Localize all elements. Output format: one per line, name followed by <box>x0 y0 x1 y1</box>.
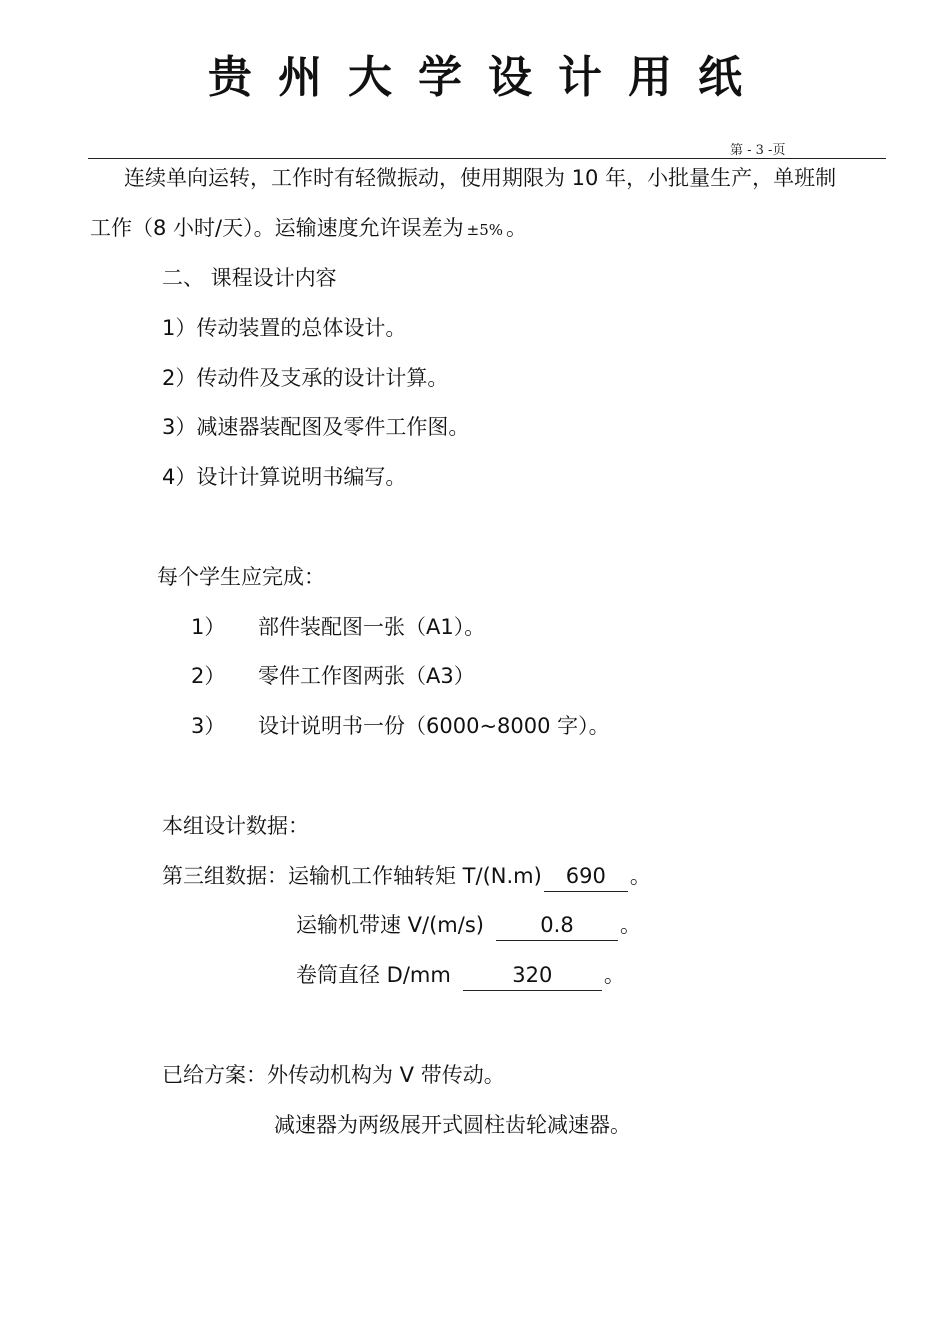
torque-value: 690 <box>544 861 628 892</box>
speed-row <box>296 910 641 941</box>
intro-line-2 <box>90 213 527 245</box>
diameter-end: 。 <box>603 963 625 987</box>
section-item: 3）减速器装配图及零件工作图。 <box>162 415 470 439</box>
deliverable-number: 1） <box>191 615 226 639</box>
section-item: 2）传动件及支承的设计计算。 <box>162 366 449 390</box>
deliverable-text: 零件工作图两张（A3） <box>258 664 475 688</box>
group-prefix: 第三组数据： <box>162 864 288 888</box>
section-heading: 二、 课程设计内容 <box>162 266 337 290</box>
diameter-label: 卷筒直径 D/mm <box>296 963 451 987</box>
diameter-row <box>296 960 625 991</box>
speed-end: 。 <box>619 913 641 937</box>
deliverable-number: 2） <box>191 664 226 688</box>
intro-line-1: 连续单向运转，工作时有轻微振动，使用期限为 10 年，小批量生产，单班制 <box>124 166 837 190</box>
group-data-heading: 本组设计数据： <box>162 814 309 838</box>
deliverable-number: 3） <box>191 714 226 738</box>
page-title: 贵州大学设计用纸 <box>208 52 768 103</box>
speed-label: 运输机带速 V/(m/s) <box>296 913 484 937</box>
deliverable-text: 部件装配图一张（A1）。 <box>258 615 486 639</box>
diameter-value: 320 <box>463 960 602 991</box>
torque-end: 。 <box>629 864 651 888</box>
torque-row <box>162 861 651 892</box>
deliverables-heading: 每个学生应完成： <box>157 565 325 589</box>
intro-line-2-end: 。 <box>506 216 527 240</box>
torque-label: 运输机工作轴转矩 T/(N.m) <box>288 864 542 888</box>
section-item: 1）传动装置的总体设计。 <box>162 316 407 340</box>
deliverable-text: 设计说明书一份（6000~8000 字）。 <box>258 714 610 738</box>
header-rule <box>88 158 886 159</box>
scheme-line-1: 已给方案：外传动机构为 V 带传动。 <box>162 1063 505 1087</box>
scheme-line-2: 减速器为两级展开式圆柱齿轮减速器。 <box>274 1113 631 1137</box>
speed-value: 0.8 <box>496 910 618 941</box>
page-number: 第 - 3 -页 <box>730 143 786 158</box>
intro-line-2-text: 工作（8 小时/天）。运输速度允许误差为 <box>90 216 464 240</box>
section-item: 4）设计计算说明书编写。 <box>162 465 407 489</box>
tolerance-value: ±5% <box>466 221 503 239</box>
